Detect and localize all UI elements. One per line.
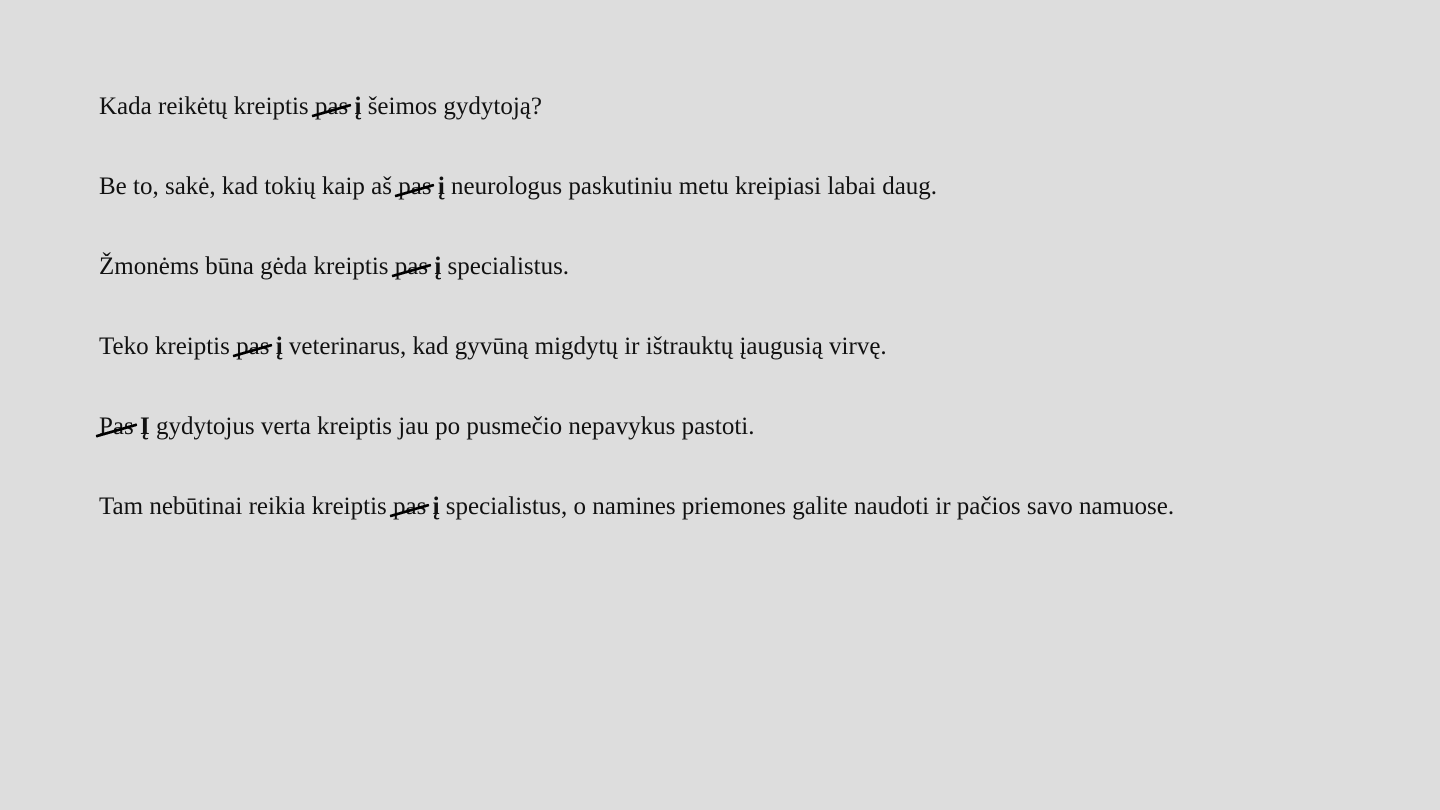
sentence-1-before: Kada reikėtų kreiptis	[99, 93, 315, 120]
sentence-3-correction: į	[434, 253, 442, 280]
sentence-1-after: šeimos gydytoją?	[361, 93, 542, 120]
sentence-3-after: specialistus.	[441, 253, 570, 280]
sentence-1-struck-word	[315, 92, 348, 122]
sentence-4-after: veterinarus, kad gyvūną migdytų ir ištrauktų įaugusią virvę.	[282, 333, 887, 360]
sentence-6-before: Tam nebūtinai reikia kreiptis	[99, 493, 393, 520]
sentence-3-struck-text: pas	[394, 253, 429, 280]
sentence-6-struck-word	[393, 492, 426, 522]
sentence-4	[99, 332, 887, 362]
sentence-2-correction: į	[437, 173, 445, 200]
sentence-2-struck-word	[398, 172, 431, 202]
sentence-4-correction: į	[275, 333, 283, 360]
sentence-6-after: specialistus, o namines priemones galite naudoti ir pačios savo namuose.	[439, 493, 1175, 520]
sentence-1-struck-text: pas	[314, 93, 349, 120]
sentence-5	[99, 412, 754, 442]
sentence-3-before: Žmonėms būna gėda kreiptis	[99, 253, 395, 280]
sentence-4-before: Teko kreiptis	[99, 333, 237, 360]
sentence-3	[99, 252, 569, 282]
sentence-2-struck-text: pas	[398, 173, 432, 200]
sentence-6-correction: į	[432, 493, 440, 520]
sentence-1-correction: į	[354, 93, 362, 120]
sentence-1	[99, 92, 542, 122]
sentence-5-struck-word	[99, 412, 134, 442]
sentence-5-after: gydytojus verta kreiptis jau po pusmečio nepavykus pastoti.	[149, 413, 755, 440]
sentence-5-correction: Į	[139, 413, 150, 440]
sentence-3-struck-word	[395, 252, 428, 282]
sentence-6	[99, 492, 1174, 522]
sentence-5-struck-text: Pas	[99, 413, 134, 440]
sentence-4-struck-word	[236, 332, 269, 362]
sentence-4-struck-text: pas	[236, 333, 270, 360]
sentence-2	[99, 172, 937, 202]
sentence-6-struck-text: pas	[393, 493, 427, 520]
sentence-2-after: neurologus paskutiniu metu kreipiasi labai daug.	[444, 173, 938, 200]
sentence-2-before: Be to, sakė, kad tokių kaip aš	[99, 173, 399, 200]
